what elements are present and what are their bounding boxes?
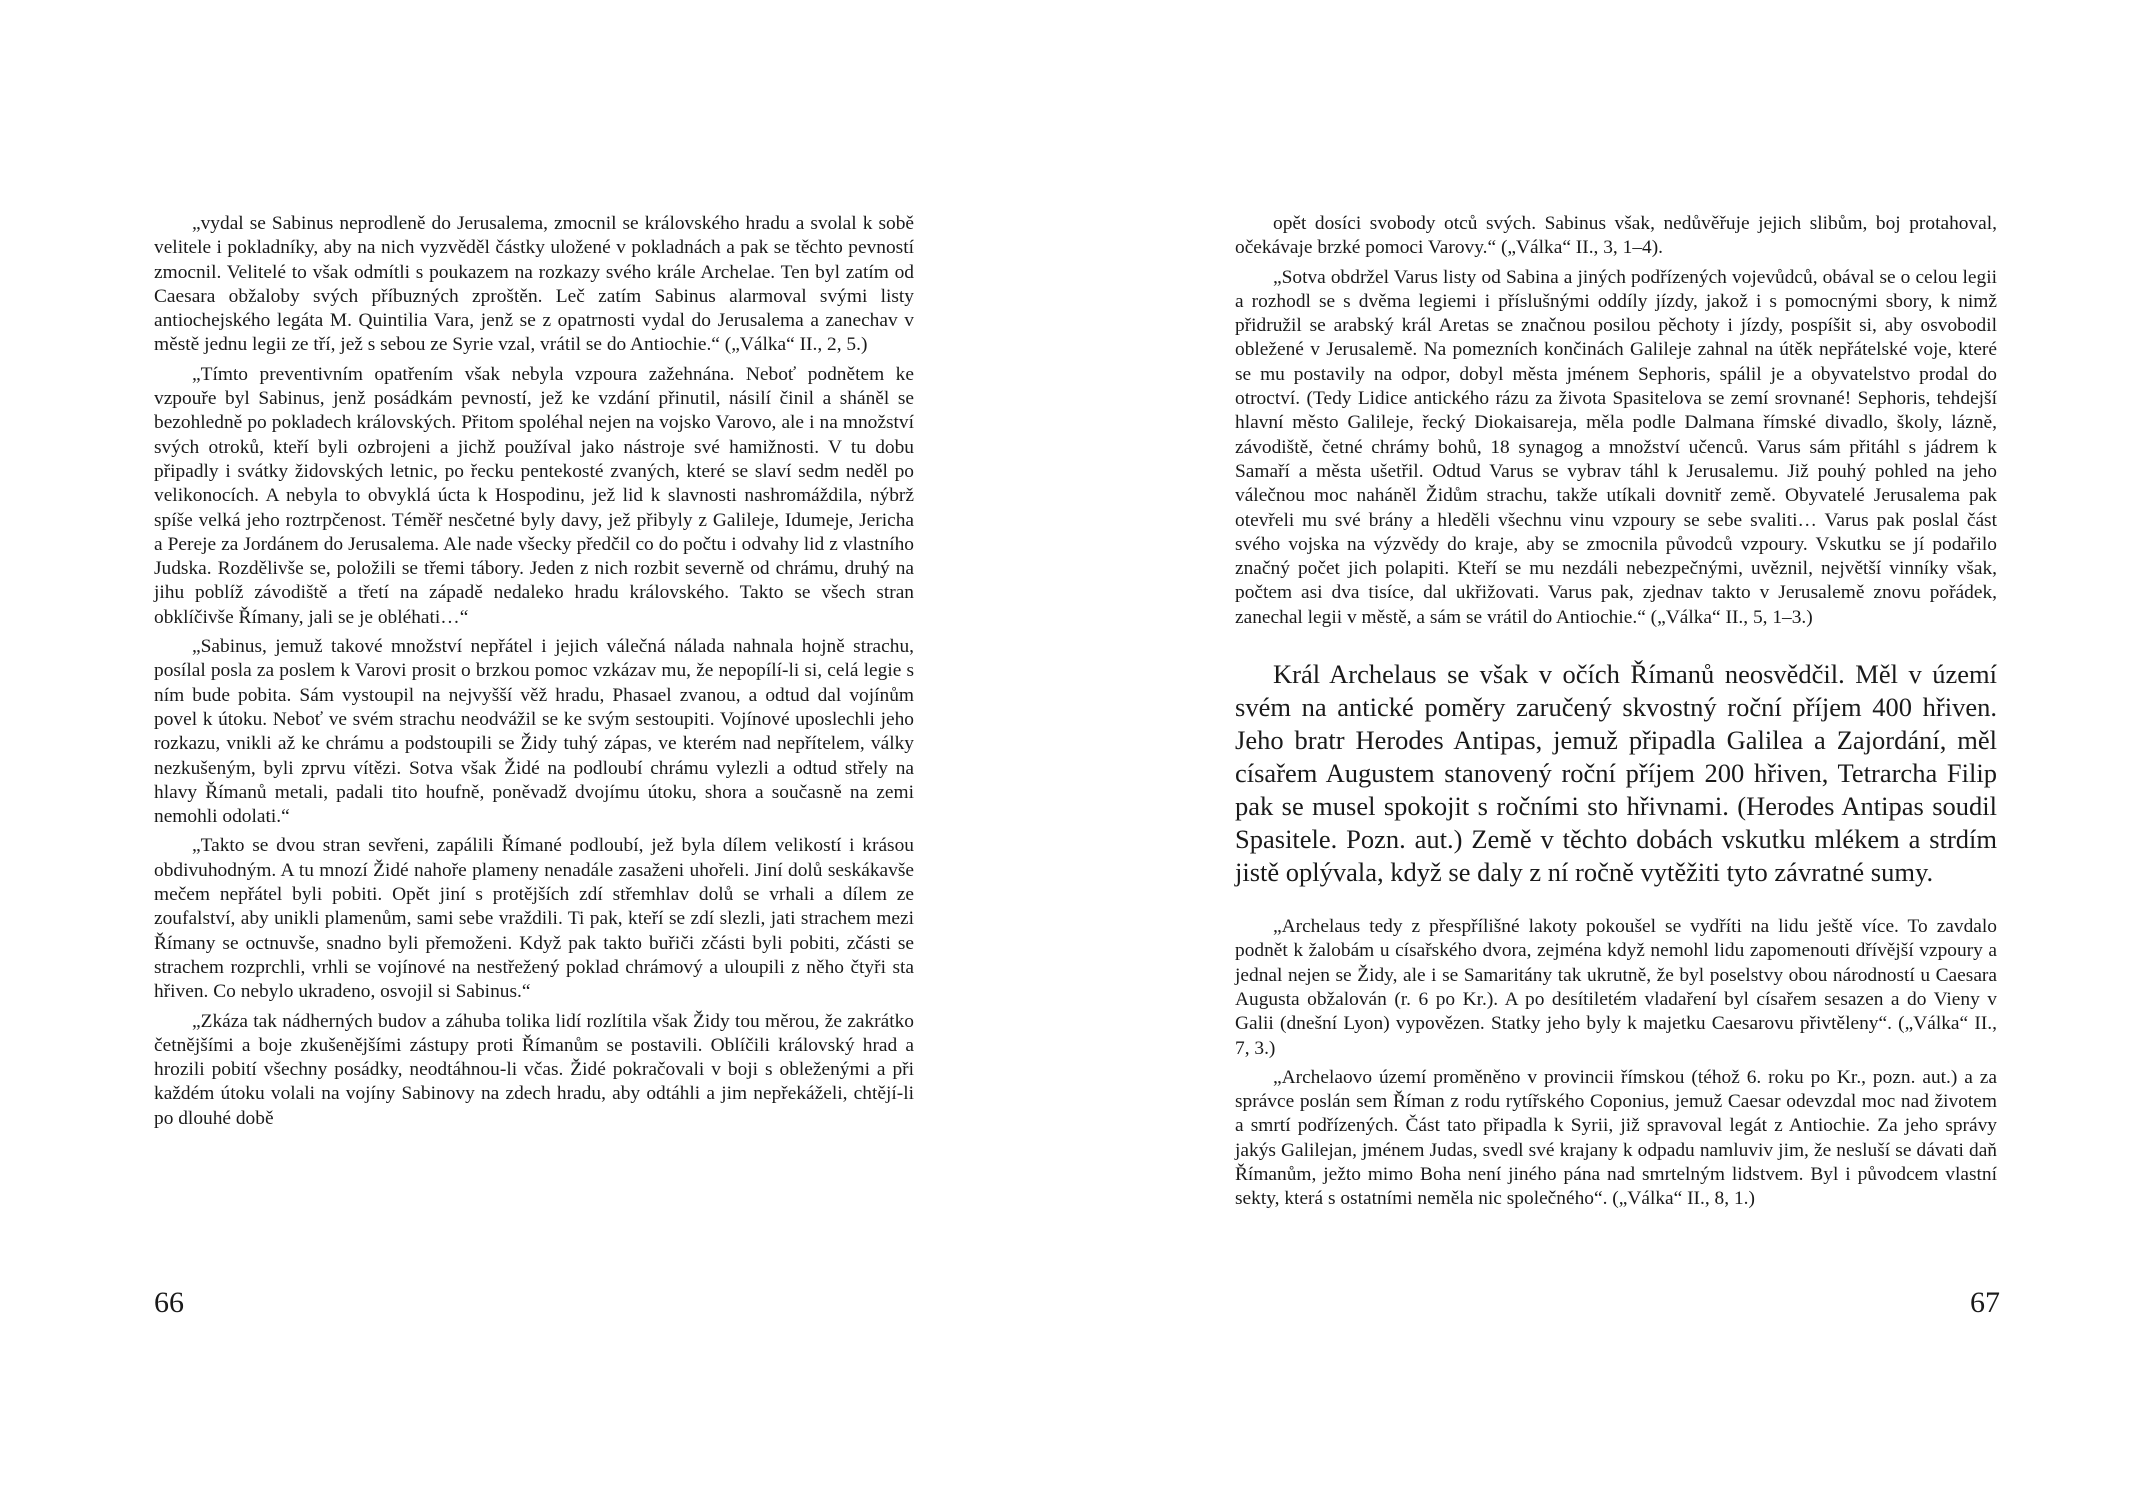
paragraph: „Takto se dvou stran sevřeni, zapálili Římané podloubí, jež byla dílem velikostí i krásou obdivuhodným. A tu mnozí Židé nahoře plameny nenadále zasaženi uhořeli. Jiní dolů seskákavše mečem nepřátel byli pobiti. Opět jiní s protějších zdí střemhlav dolů se vrhali a dílem ze zoufalství, aby unikli plamenům, sami sebe vraždili. Ti pak, kteří se zdí slezli, jati strachem mezi Římany se octnuvše, snadno byli přemoženi. Když pak takto buřiči zčásti byli pobiti, zčásti se strachem rozprchli, vrhli se vojínové na nestřežený poklad chrámový a uloupili z něho čtyři sta hřiven. Co nebylo ukradeno, osvojil si Sabinus.“ — [154, 835, 914, 1003]
author-paragraph: Král Archelaus se však v očích Římanů neosvědčil. Měl v území svém na antické poměry zaručený skvostný roční příjem 400 hřiven. Jeho bratr Herodes Antipas, jemuž připadla Galilea a Zajordání, měl císařem Augustem stanovený roční příjem 200 hřiven, Tetrarcha Filip pak se musel spokojit s ročními sto hřivnami. (Herodes Antipas soudil Spasitele. Pozn. aut.) Země v těchto dobách vskutku mlékem a strdím jistě oplývala, když se daly z ní ročně vytěžiti tyto závratné sumy. — [1235, 659, 1997, 888]
paragraph: „vydal se Sabinus neprodleně do Jerusalema, zmocnil se královského hradu a svolal k sobě velitele i pokladníky, aby na nich vyzvěděl částky uložené v pokladnách a pak se těchto pevností zmocnil. Velitelé to však odmítli s poukazem na rozkazy svého krále Archelae. Ten byl zatím od Caesara obžaloby svých příbuzných zproštěn. Leč zatím Sabinus alarmoval svými listy antiochejského legáta M. Quintilia Vara, jenž se z opatrnosti vydal do Jerusalema a zanechav v městě jednu legii ze tří, jež s sebou ze Syrie vzal, vrátil se do Antiochie.“ („Válka“ II., 2, 5.) — [154, 213, 914, 356]
paragraph: opět dosíci svobody otců svých. Sabinus však, nedůvěřuje jejich slibům, boj protahoval, očekávaje brzké pomoci Varovy.“ („Válka“ II., 3, 1–4). — [1235, 213, 1997, 259]
right-page — [1065, 0, 2130, 1500]
page-number: 66 — [154, 1286, 184, 1319]
left-page-text — [154, 212, 914, 1131]
paragraph: „Archelaus tedy z přespřílišné lakoty pokoušel se vydříti na lidu ještě více. To zavdalo podnět k žalobám u císařského dvora, zejména když nemohl lidu zapomenouti dřívější vzpoury a jednal nejen se Židy, ale i se Samaritány tak ukrutně, že byl poselstvy obou národností u Caesara Augusta obžalován (r. 6 po Kr.). A po desítiletém vladaření byl císařem sesazen a do Vieny v Galii (dnešní Lyon) vypovězen. Statky jeho byly k majetku Caesarovu přivtěleny“. („Válka“ II., 7, 3.) — [1235, 916, 1997, 1059]
page-number: 67 — [1970, 1286, 2000, 1319]
paragraph: „Sabinus, jemuž takové množství nepřátel i jejich válečná nálada nahnala hojně strachu, posílal posla za poslem k Varovi prosit o brzkou pomoc vzkázav mu, že nepopílí-li si, celá legie s ním bude pobita. Sám vystoupil na nejvyšší věž hradu, Phasael zvanou, a odtud dal vojínům povel k útoku. Neboť ve svém strachu neodvážil se ke svým sestoupiti. Vojínové uposlechli jeho rozkazu, vnikli až ke chrámu a podstoupili se Židy tuhý zápas, ve kterém nad nepřítelem, války nezkušeným, byli zprvu vítězi. Sotva však Židé na podloubí chrámu vylezli a odtud střely na hlavy Římanů metali, padali tito houfně, poněvadž dvojímu útoku, shora a současně na zemi nemohli odolati.“ — [154, 636, 914, 828]
paragraph: „Tímto preventivním opatřením však nebyla vzpoura zažehnána. Neboť podnětem ke vzpouře byl Sabinus, jenž posádkám pevností, jež ke vzdání přinutil, násilí činil a sháněl se bezohledně po pokladech královských. Přitom spoléhal nejen na vojsko Varovo, ale i na množství svých otroků, kteří byli ozbrojeni a jichž používal jako nástroje své hamižnosti. V tu dobu připadly i svátky židovských letnic, po řecku pentekosté zvaných, které se slaví sedm neděl po velikonocích. A nebyla to obvyklá úcta k Hospodinu, jež lid k slavnosti nashromáždila, nýbrž spíše velká jeho roztrpčenost. Téměř nesčetné byly davy, jež přibyly z Galileje, Idumeje, Jericha a Pereje za Jordánem do Jerusalema. Ale nade všecky předčil co do počtu i odvahy lid z vlastního Judska. Rozdělivše se, položili se třemi tábory. Jeden z nich rozbit severně od chrámu, druhý na jihu poblíž závodiště a třetí na západě nedaleko hradu královského. Takto se všech stran obklíčivše Římany, jali se je obléhati…“ — [154, 363, 914, 628]
paragraph: „Zkáza tak nádherných budov a záhuba tolika lidí rozlítila však Židy tou měrou, že zakrátko četnějšími a boje zkušenějšími zástupy proti Římanům se postavili. Oblíčili královský hrad a hrozili pobití všechny posádky, neodtáhnou-li včas. Židé pokračovali v boji s obleženými a při každém útoku volali na vojíny Sabinovy na zdech hradu, aby odtáhli a jim nepřekáželi, chtějí-li po dlouhé době — [154, 1010, 914, 1129]
paragraph: „Archelaovo území proměněno v provincii římskou (téhož 6. roku po Kr., pozn. aut.) a za správce poslán sem Říman z rodu rytířského Coponius, jemuž Caesar odevzdal moc nad životem a smrtí podřízených. Část tato připadla k Syrii, již spravoval legát z Antiochie. Za jeho správy jakýs Galilejan, jménem Judas, svedl své krajany k odpadu namluviv jim, že nesluší se dávati daň Římanům, ježto mimo Boha není jiného pána nad smrtelným lidstvem. Byl i původcem vlastní sekty, která s ostatními neměla nic společného“. („Válka“ II., 8, 1.) — [1235, 1066, 1997, 1210]
paragraph: „Sotva obdržel Varus listy od Sabina a jiných podřízených vojevůdců, obával se o celou legii a rozhodl se s dvěma legiemi i příslušnými oddíly jízdy, jakož i s pomocnými sbory, k nimž přidružil se arabský král Aretas se značnou posilou pěchoty i jízdy, pospíšit si, aby osvobodil obležené v Jerusalemě. Na pomezních končinách Galileje zahnal na útěk nepřátelské voje, které se mu postavily na odpor, dobyl města jménem Sephoris, spálil je a obyvatelstvo prodal do otroctví. (Tedy Lidice antického rázu za života Spasitelova se zemí srovnané! Sephoris, tehdejší hlavní město Galileje, řecký Diokaisareja, měla podle Dalmana římské divadlo, školy, lázně, závodiště, četné chrámy bohů, 18 synagog a množství učenců. Varus sám přitáhl s jádrem k Samaří a města ušetřil. Odtud Varus se vybrav táhl k Jerusalemu. Již pouhý pohled na jeho válečnou moc naháněl Židům strachu, takže utíkali dovnitř země. Obyvatelé Jerusalema pak otevřeli mu své brány a hleděli všechnu vinu vzpoury se sebe svaliti… Varus pak poslal část svého vojska na výzvědy do kraje, aby se zmocnila původců vzpoury. Vskutku se jí podařilo značný počet jich polapiti. Kteří se mu nezdáli nebezpečnými, uvěznil, největší vinníky však, počtem asi dva tisíce, dal ukřižovati. Varus pak, zjednav takto v Jerusalemě znovu pořádek, zanechal legii v městě, a sám se vrátil do Antiochie.“ („Válka“ II., 5, 1–3.) — [1235, 266, 1997, 628]
right-page-text — [1235, 212, 1997, 1212]
